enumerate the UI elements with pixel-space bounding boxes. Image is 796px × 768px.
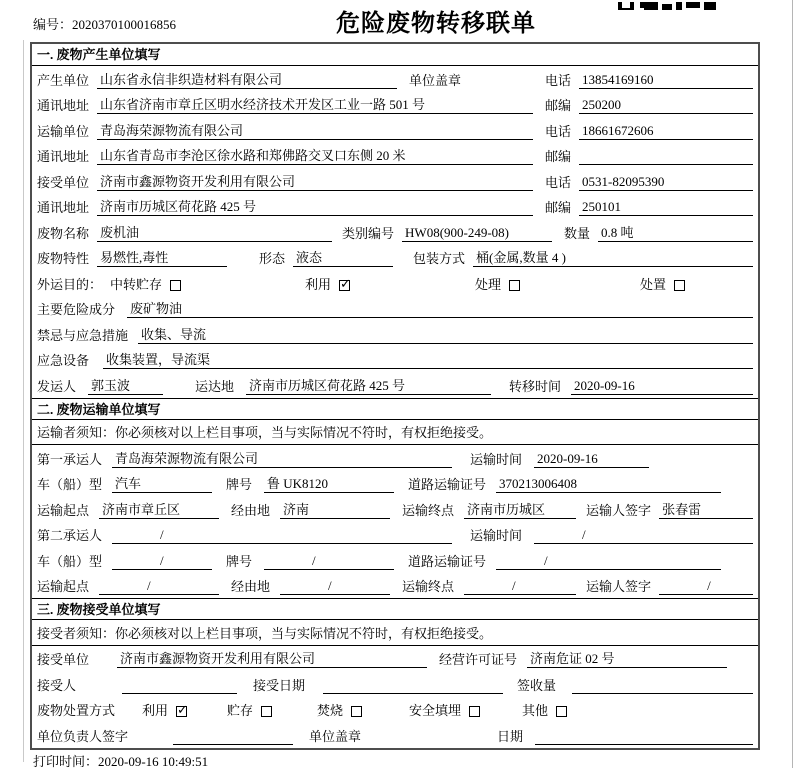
destination-label: 运达地 [195, 378, 235, 394]
road-permit-label: 道路运输证号 [408, 477, 487, 492]
row-recipient [32, 671, 758, 697]
transfer-time-label: 转移时间 [509, 378, 562, 394]
section1-header: 一. 废物产生单位填写 [32, 44, 758, 66]
via-2-value: / [280, 578, 390, 595]
first-carrier-label: 第一承运人 [37, 451, 103, 467]
transporter-label: 运输单位 [37, 123, 90, 139]
zip-label: 邮编 [545, 98, 572, 113]
dest-value: 济南市历城区 [464, 502, 576, 519]
shipper-label: 发运人 [37, 378, 77, 394]
row-producer [32, 66, 758, 92]
destination-value: 济南市历城区荷花路 425 号 [246, 378, 491, 395]
waste-name-label: 废物名称 [37, 225, 90, 241]
row-waste-name [32, 219, 758, 245]
phone-label: 电话 [545, 72, 572, 88]
receiver-notice-label: 接受者须知： [37, 625, 116, 641]
checkbox-treat[interactable] [509, 280, 520, 291]
transporter-notice-text: 你必须核对以上栏目事项，当与实际情况不符时，有权拒绝接受。 [115, 425, 493, 440]
sign-date-value [535, 728, 753, 745]
equipment-label: 应急设备 [37, 353, 90, 368]
disposal-option-label: 利用 [142, 703, 169, 718]
address-label: 通讯地址 [37, 200, 90, 215]
dest-2-value: / [464, 578, 576, 595]
shipper-value: 郭玉波 [88, 378, 163, 395]
manifest-form-table [30, 42, 760, 750]
section2-header: 二. 废物运输单位填写 [32, 398, 758, 420]
property-label: 废物特性 [37, 251, 90, 266]
road-permit-2-value: / [496, 553, 721, 570]
disposal-option-label: 焚烧 [317, 703, 344, 718]
hazard-label: 主要危险成分 [37, 302, 116, 317]
accept-unit-value: 济南市鑫源物资开发利用有限公司 [117, 651, 427, 668]
row-disposal-method [32, 697, 758, 723]
business-permit-value: 济南危证 02 号 [527, 651, 727, 668]
producer-value: 山东省永信非织造材料有限公司 [97, 72, 397, 89]
origin-label: 运输起点 [37, 502, 90, 518]
row-receiver-notice [32, 620, 758, 646]
row-transporter [32, 117, 758, 143]
row-receiver-address [32, 194, 758, 220]
checkbox-other[interactable] [556, 706, 567, 717]
row-waste-property [32, 245, 758, 271]
row-producer-address [32, 92, 758, 118]
producer-address-value: 山东省济南市章丘区明水经济技术开发区工业一路 501 号 [97, 97, 533, 114]
checkbox-incinerate[interactable] [351, 706, 362, 717]
checkbox-transfer-storage[interactable] [170, 280, 181, 291]
producer-phone-value: 13854169160 [579, 72, 753, 89]
accept-unit-label: 接受单位 [37, 652, 90, 667]
via-label: 经由地 [231, 579, 271, 594]
page-edge-line-left [23, 40, 24, 762]
qr-code-fragment [618, 0, 718, 10]
producer-label: 产生单位 [37, 72, 90, 88]
zip-label: 邮编 [545, 200, 572, 215]
row-transporter-address [32, 143, 758, 169]
transporter-address-value: 山东省青岛市李沧区徐水路和郑佛路交叉口东侧 20 米 [97, 148, 533, 165]
unit-seal-label: 单位盖章 [309, 728, 362, 744]
row-head-signature [32, 722, 758, 748]
second-carrier-value: / [112, 527, 452, 544]
row-accept-unit [32, 646, 758, 672]
recipient-value [122, 677, 237, 694]
property-value: 易燃性,毒性 [97, 250, 227, 267]
phone-label: 电话 [545, 123, 572, 139]
checkbox-landfill[interactable] [469, 706, 480, 717]
row-vehicle-2 [32, 547, 758, 573]
transporter-value: 青岛海荣源物流有限公司 [97, 123, 533, 140]
waste-name-value: 废机油 [97, 225, 332, 242]
transporter-zip-value [579, 148, 753, 165]
carrier-sign-label: 运输人签字 [586, 502, 652, 518]
form-label: 形态 [259, 251, 286, 266]
print-time-value: 2020-09-16 10:49:51 [98, 754, 209, 768]
address-label: 通讯地址 [37, 149, 90, 164]
row-transporter-notice [32, 420, 758, 446]
row-emergency-equipment [32, 347, 758, 373]
via-label: 经由地 [231, 502, 271, 518]
accept-date-value [323, 677, 503, 694]
plate-label: 牌号 [226, 477, 253, 492]
plate-value: 鲁 UK8120 [264, 476, 394, 493]
origin-2-value: / [99, 578, 219, 595]
address-label: 通讯地址 [37, 98, 90, 113]
row-vehicle-1 [32, 471, 758, 497]
purpose-option-label: 利用 [305, 276, 332, 292]
first-transport-time-value: 2020-09-16 [534, 451, 649, 468]
doc-number [33, 14, 176, 33]
head-signature-label: 单位负责人签字 [37, 728, 129, 744]
page-edge-line-right [792, 0, 793, 768]
business-permit-label: 经营许可证号 [439, 652, 518, 667]
category-value: HW08(900-249-08) [402, 225, 552, 242]
disposal-option-label: 贮存 [227, 703, 254, 718]
checkbox-store[interactable] [261, 706, 272, 717]
checkbox-utilize[interactable] [176, 706, 187, 717]
row-second-carrier [32, 522, 758, 548]
head-signature-value [173, 728, 293, 745]
page-title: 危险废物转移联单 [336, 11, 536, 37]
doc-number-label: 编号： [33, 17, 73, 32]
signed-amount-label: 签收量 [517, 677, 557, 693]
producer-zip-value: 250200 [579, 97, 753, 114]
hazard-value: 废矿物油 [127, 301, 753, 318]
print-time-label: 打印时间： [33, 754, 99, 768]
carrier-sign-2-value: / [659, 578, 753, 595]
carrier-sign-label: 运输人签字 [586, 579, 652, 594]
row-route-1 [32, 496, 758, 522]
accept-date-label: 接受日期 [253, 677, 306, 693]
zip-label: 邮编 [545, 149, 572, 164]
second-carrier-label: 第二承运人 [37, 528, 103, 543]
signed-amount-value [572, 677, 753, 694]
dest-label: 运输终点 [402, 502, 455, 518]
transfer-time-value: 2020-09-16 [571, 378, 753, 395]
vehicle-type-2-value: / [112, 553, 212, 570]
first-carrier-value: 青岛海荣源物流有限公司 [112, 451, 452, 468]
row-first-carrier [32, 445, 758, 471]
transport-time-label: 运输时间 [470, 451, 523, 467]
transporter-phone-value: 18661672606 [579, 123, 753, 140]
origin-label: 运输起点 [37, 579, 90, 594]
purpose-option-label: 中转贮存 [110, 276, 163, 292]
vehicle-type-label: 车（船）型 [37, 553, 103, 569]
transport-time-label: 运输时间 [470, 528, 523, 543]
purpose-option-label: 处理 [475, 276, 502, 292]
dest-label: 运输终点 [402, 579, 455, 594]
purpose-option-label: 处置 [640, 276, 667, 292]
row-shipper [32, 372, 758, 398]
quantity-label: 数量 [564, 225, 591, 241]
row-receiver [32, 168, 758, 194]
print-time [33, 751, 208, 768]
quantity-value: 0.8 吨 [598, 225, 753, 242]
form-value: 液态 [293, 250, 393, 267]
checkbox-dispose[interactable] [674, 280, 685, 291]
phone-label: 电话 [545, 174, 572, 190]
receiver-phone-value: 0531-82095390 [579, 174, 753, 191]
packaging-value: 桶(金属,数量 4 ) [473, 250, 753, 267]
section3-header: 三. 废物接受单位填写 [32, 598, 758, 620]
vehicle-type-value: 汽车 [112, 476, 212, 493]
packaging-label: 包装方式 [413, 251, 466, 266]
road-permit-value: 370213006408 [496, 476, 721, 493]
transporter-notice-label: 运输者须知： [37, 425, 116, 440]
doc-number-value: 2020370100016856 [72, 17, 177, 32]
via-value: 济南 [280, 502, 390, 519]
category-label: 类别编号 [342, 225, 395, 241]
taboo-label: 禁忌与应急措施 [37, 327, 129, 343]
carrier-sign-value: 张春雷 [659, 502, 753, 519]
second-transport-time-value: / [534, 527, 753, 544]
row-transfer-purpose [32, 270, 758, 296]
row-route-2 [32, 573, 758, 599]
recipient-label: 接受人 [37, 677, 77, 693]
checkbox-utilize[interactable] [339, 280, 350, 291]
vehicle-type-label: 车（船）型 [37, 477, 103, 492]
receiver-zip-value: 250101 [579, 199, 753, 216]
sign-date-label: 日期 [497, 728, 524, 744]
unit-seal-label: 单位盖章 [409, 72, 462, 88]
road-permit-label: 道路运输证号 [408, 553, 487, 569]
row-hazard-components [32, 296, 758, 322]
disposal-option-label: 其他 [522, 703, 549, 718]
receiver-label: 接受单位 [37, 174, 90, 190]
taboo-value: 收集、导流 [138, 327, 753, 344]
receiver-value: 济南市鑫源物资开发利用有限公司 [97, 174, 533, 191]
disposal-option-label: 安全填埋 [409, 703, 462, 718]
origin-value: 济南市章丘区 [99, 502, 219, 519]
receiver-notice-text: 你必须核对以上栏目事项，当与实际情况不符时，有权拒绝接受。 [115, 625, 493, 641]
row-taboo-measures [32, 321, 758, 347]
receiver-address-value: 济南市历城区荷花路 425 号 [97, 199, 533, 216]
purpose-label: 外运目的： [37, 276, 103, 292]
equipment-value: 收集装置，导流渠 [103, 352, 753, 369]
disposal-label: 废物处置方式 [37, 703, 116, 718]
plate-label: 牌号 [226, 553, 253, 569]
plate-2-value: / [264, 553, 394, 570]
